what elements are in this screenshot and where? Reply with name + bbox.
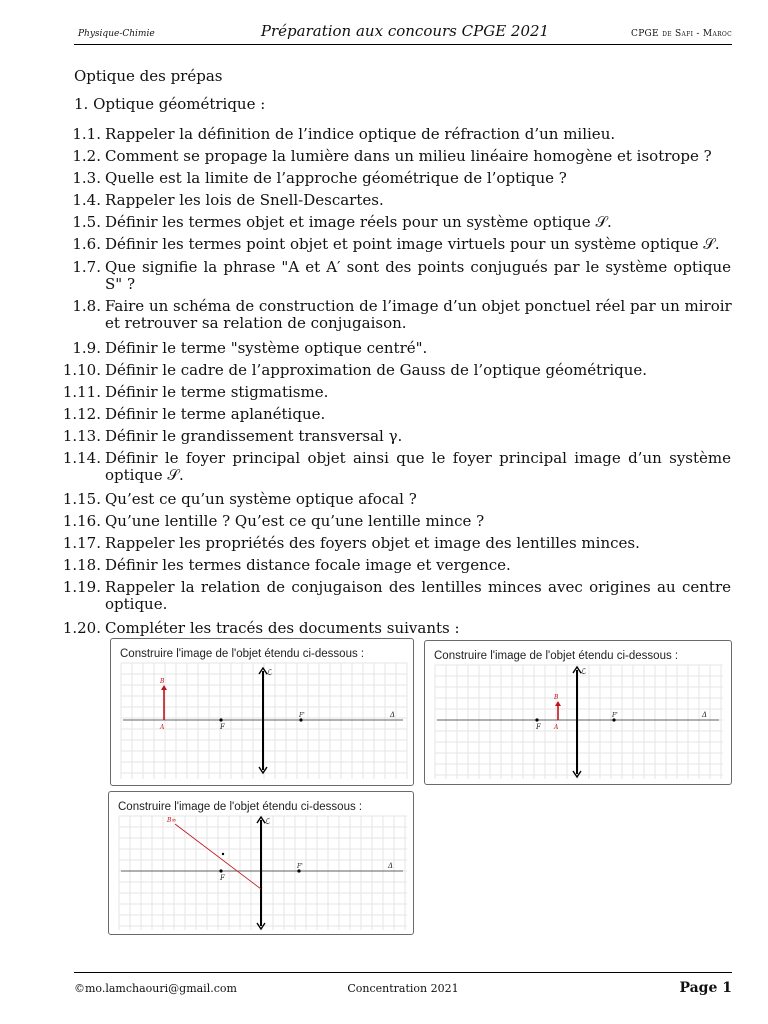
question-number: 1.15. <box>62 490 101 508</box>
question-text: Comment se propage la lumière dans un milieu linéaire homogène et isotrope ? <box>105 147 712 165</box>
question-text: optique 𝒮. <box>105 466 184 484</box>
question-number: 1.19. <box>62 578 101 596</box>
lens-diagram <box>425 641 731 784</box>
question-text: Rappeler la relation de conjugaison des lentilles minces avec origines au centre <box>105 578 731 596</box>
question-text: Rappeler les propriétés des foyers objet et image des lentilles minces. <box>105 534 640 552</box>
object-arrow-head <box>161 685 167 690</box>
figure-panel-1 <box>110 638 414 786</box>
question-number: 1.14. <box>62 449 101 467</box>
question-text: Rappeler les lois de Snell-Descartes. <box>105 191 384 209</box>
ray-point <box>222 853 224 855</box>
question-text: Compléter les tracés des documents suivants : <box>105 619 460 637</box>
question-text: Définir les termes point objet et point image virtuels pour un système optique 𝒮. <box>105 235 720 253</box>
lens-label: ℒ <box>264 817 270 826</box>
question-number: 1.7. <box>72 258 101 276</box>
figure-title: Construire l'image de l'objet étendu ci-dessous : <box>120 648 365 660</box>
section-heading: Optique des prépas <box>74 67 223 85</box>
question-number: 1.11. <box>62 383 101 401</box>
object-label-b: B <box>554 694 559 701</box>
question-number: 1.18. <box>62 556 101 574</box>
focal-label-object: F <box>220 874 225 882</box>
page-number: Page 1 <box>679 980 732 996</box>
question-text: Rappeler la définition de l’indice optique de réfraction d’un milieu. <box>105 125 616 143</box>
lens-label: ℒ <box>266 668 272 677</box>
figure-title: Construire l'image de l'objet étendu ci-dessous : <box>118 801 363 813</box>
question-text: Définir le foyer principal objet ainsi que le foyer principal image d’un système <box>105 449 731 467</box>
object-label-a: A <box>160 724 165 731</box>
question-number: 1.2. <box>72 147 101 165</box>
question-text: Définir le terme "système optique centré". <box>105 339 428 357</box>
header-subject: Physique-Chimie <box>78 29 155 39</box>
footer-email: ©mo.lamchaouri@gmail.com <box>74 982 237 995</box>
focal-label-object: F <box>220 723 225 731</box>
question-text: Définir le terme stigmatisme. <box>105 383 329 401</box>
question-number: 1.17. <box>62 534 101 552</box>
lens-diagram <box>111 639 413 785</box>
question-number: 1.3. <box>72 169 101 187</box>
question-number: 1.16. <box>62 512 101 530</box>
page-header <box>78 22 732 42</box>
figure-panel-3 <box>108 791 414 935</box>
question-number: 1.8. <box>72 297 101 315</box>
question-text: Qu’une lentille ? Qu’est ce qu’une lentille mince ? <box>105 512 485 530</box>
question-text: optique. <box>105 595 168 613</box>
footer-event: Concentration 2021 <box>347 982 459 995</box>
axis-label: Δ <box>390 711 396 719</box>
question-text: Définir les termes objet et image réels pour un système optique 𝒮. <box>105 213 612 231</box>
header-divider <box>74 44 732 45</box>
header-title: Préparation aux concours CPGE 2021 <box>260 22 550 40</box>
question-number: 1.1. <box>72 125 101 143</box>
focal-label-image: F' <box>297 863 303 870</box>
question-text: Définir le grandissement transversal γ. <box>105 427 403 445</box>
subsection-heading: 1. Optique géométrique : <box>74 95 266 113</box>
focal-label-image: F' <box>612 712 618 719</box>
question-text: Définir les termes distance focale image et vergence. <box>105 556 511 574</box>
focal-point-object <box>219 869 222 872</box>
question-number: 1.9. <box>72 339 101 357</box>
question-text: et retrouver sa relation de conjugaison. <box>105 314 407 332</box>
axis-label: Δ <box>702 711 708 719</box>
object-label-a: A <box>554 724 559 731</box>
question-number: 1.6. <box>72 235 101 253</box>
lens-diagram <box>109 792 413 934</box>
question-text: Définir le cadre de l’approximation de Gauss de l’optique géométrique. <box>105 361 648 379</box>
question-text: Quelle est la limite de l’approche géométrique de l’optique ? <box>105 169 567 187</box>
question-number: 1.10. <box>62 361 101 379</box>
page-footer <box>74 982 732 998</box>
question-text: Définir le terme aplanétique. <box>105 405 326 423</box>
question-number: 1.4. <box>72 191 101 209</box>
focal-point-object <box>535 718 538 721</box>
lens-label: ℒ <box>580 667 586 676</box>
figure-panel-2 <box>424 640 732 785</box>
question-text: S" ? <box>105 275 135 293</box>
footer-divider <box>74 972 732 973</box>
question-text: Que signifie la phrase "A et A′ sont des points conjugués par le système optique <box>105 258 731 276</box>
focal-point-object <box>219 718 222 721</box>
object-label-b: B <box>160 678 165 685</box>
question-text: Faire un schéma de construction de l’image d’un objet ponctuel réel par un miroir <box>105 297 732 315</box>
focal-label-image: F' <box>299 712 305 719</box>
object-label-b: B∞ <box>167 817 177 824</box>
question-number: 1.20. <box>62 619 101 637</box>
question-text: Qu’est ce qu’un système optique afocal ? <box>105 490 417 508</box>
header-school: CPGE de Safi - Maroc <box>631 29 732 39</box>
question-number: 1.5. <box>72 213 101 231</box>
figure-title: Construire l'image de l'objet étendu ci-dessous : <box>434 650 679 662</box>
focal-label-object: F <box>536 723 541 731</box>
question-number: 1.13. <box>62 427 101 445</box>
axis-label: Δ <box>388 862 394 870</box>
question-number: 1.12. <box>62 405 101 423</box>
